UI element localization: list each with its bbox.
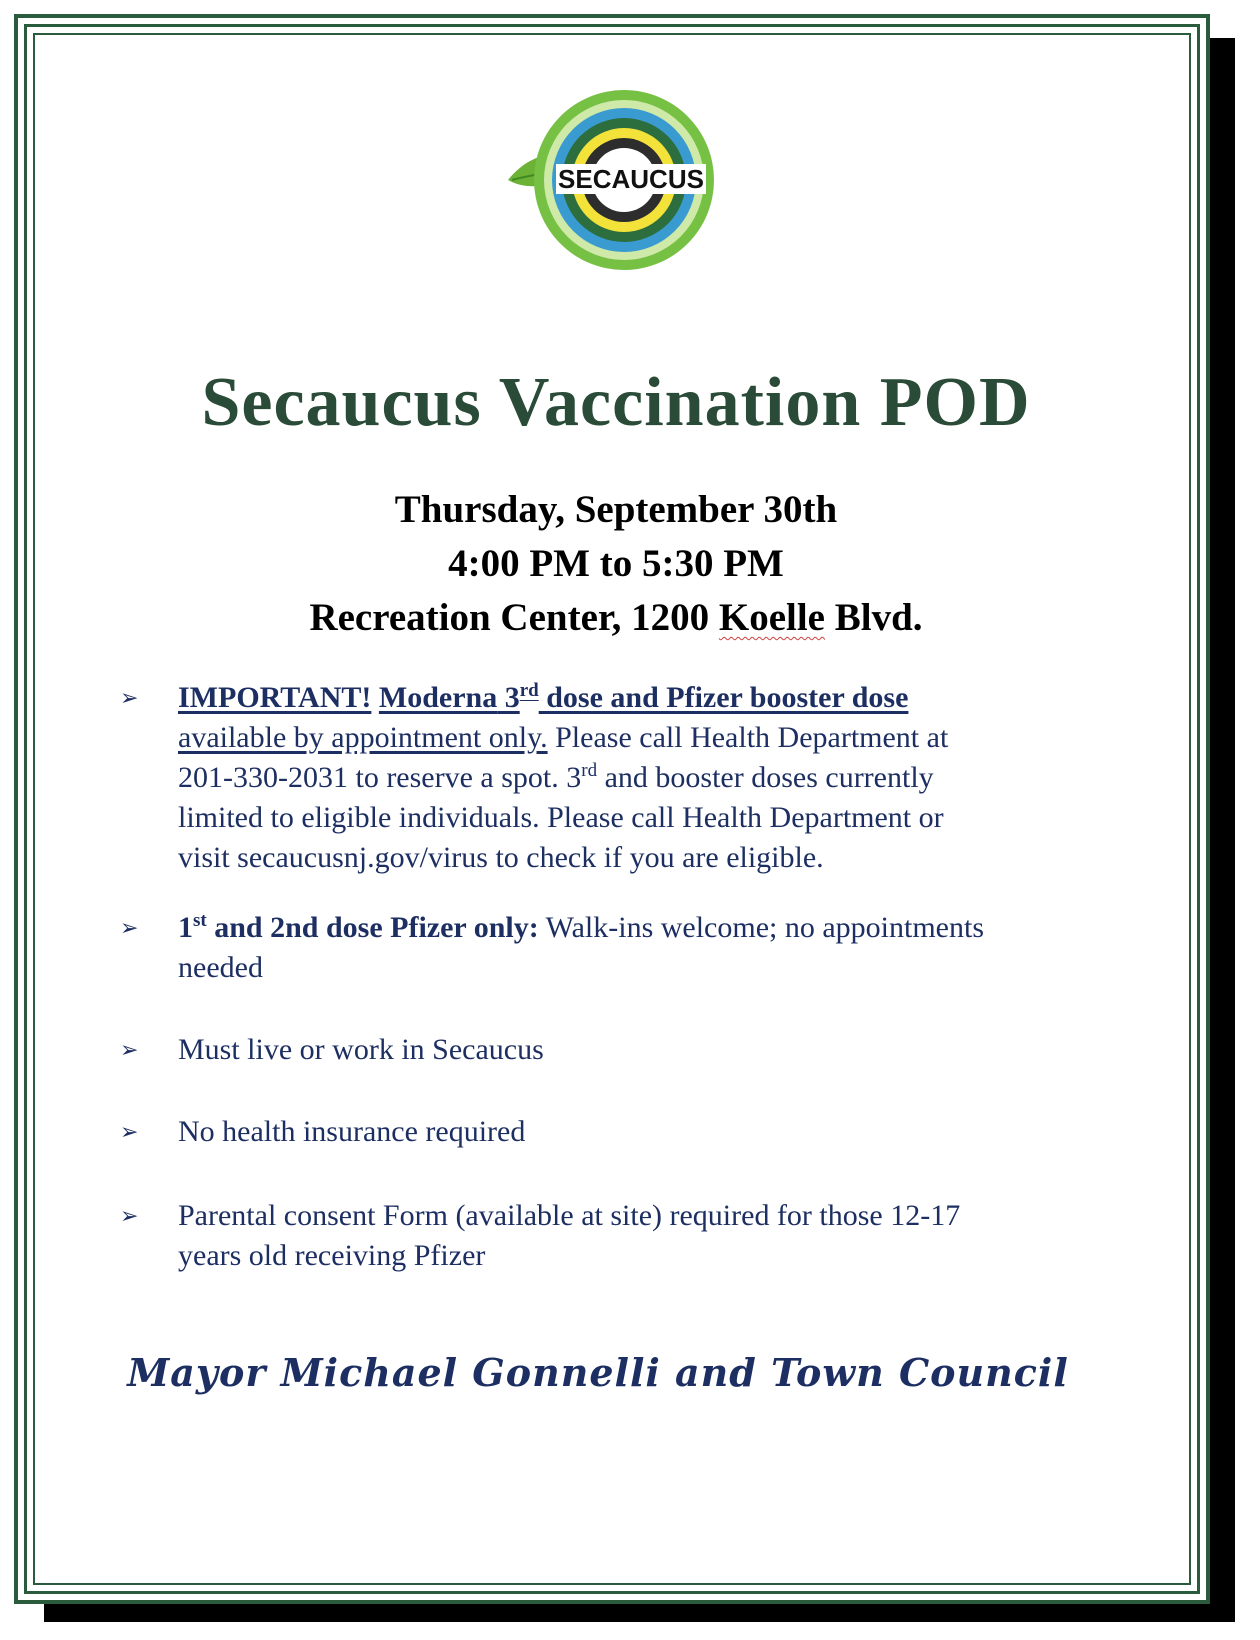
bullet-appointments [120, 678, 1100, 878]
dose-sup: rd [519, 680, 539, 701]
arrow-bullet-icon: ➢ [120, 915, 139, 940]
consent-text-line1: Parental consent Form (available at site) required for those 12-17 [178, 1199, 961, 1232]
secaucus-logo [504, 88, 719, 274]
arrow-bullet-icon: ➢ [120, 1037, 139, 1062]
third-sup: rd [581, 760, 598, 781]
location-prefix: Recreation Center, 1200 [309, 596, 719, 639]
moderna-label: Moderna [378, 681, 498, 714]
eligible-text: limited to eligible individuals. Please call Health Department or [178, 801, 944, 834]
bullet-insurance [120, 1112, 1100, 1152]
signature: Mayor Michael Gonnelli and Town Council [127, 1350, 1069, 1395]
residency-text: Must live or work in Secaucus [178, 1033, 544, 1066]
dose-number: 3 [497, 681, 520, 714]
dose-rest: dose and Pfizer booster dose [538, 681, 909, 714]
bullet-parental-consent [120, 1196, 1100, 1276]
bullet-residency [120, 1030, 1100, 1070]
insurance-text: No health insurance required [178, 1115, 526, 1148]
needed-text: needed [178, 951, 263, 984]
logo-text: SECAUCUS [558, 164, 704, 194]
arrow-bullet-icon: ➢ [120, 685, 139, 710]
page-title: Secaucus Vaccination POD [201, 364, 1031, 441]
call-text: Please call Health Department at [547, 721, 949, 754]
appointment-only-text: available by appointment only. [178, 721, 548, 754]
consent-text-line2: years old receiving Pfizer [178, 1239, 486, 1272]
event-time: 4:00 PM to 5:30 PM [448, 542, 784, 585]
arrow-bullet-icon: ➢ [120, 1119, 139, 1144]
important-label: IMPORTANT! [178, 681, 372, 714]
pfizer-only-label: and 2nd dose Pfizer only: [206, 911, 539, 944]
arrow-bullet-icon: ➢ [120, 1203, 139, 1228]
walk-ins-text: Walk-ins welcome; no appointments [538, 911, 985, 944]
booster-text: and booster doses currently [597, 761, 934, 794]
event-location [18, 591, 1214, 645]
location-suffix: Blvd. [825, 596, 923, 639]
phone-text: 201-330-2031 to reserve a spot. 3 [178, 761, 582, 794]
first-dose-num: 1 [178, 911, 193, 944]
event-date: Thursday, September 30th [394, 488, 838, 531]
event-info [18, 483, 1214, 645]
first-dose-sup: st [193, 910, 207, 931]
location-street: Koelle [718, 596, 825, 639]
bullet-walk-ins [120, 908, 1100, 988]
website-text: visit secaucusnj.gov/virus to check if you are eligible. [178, 841, 824, 874]
